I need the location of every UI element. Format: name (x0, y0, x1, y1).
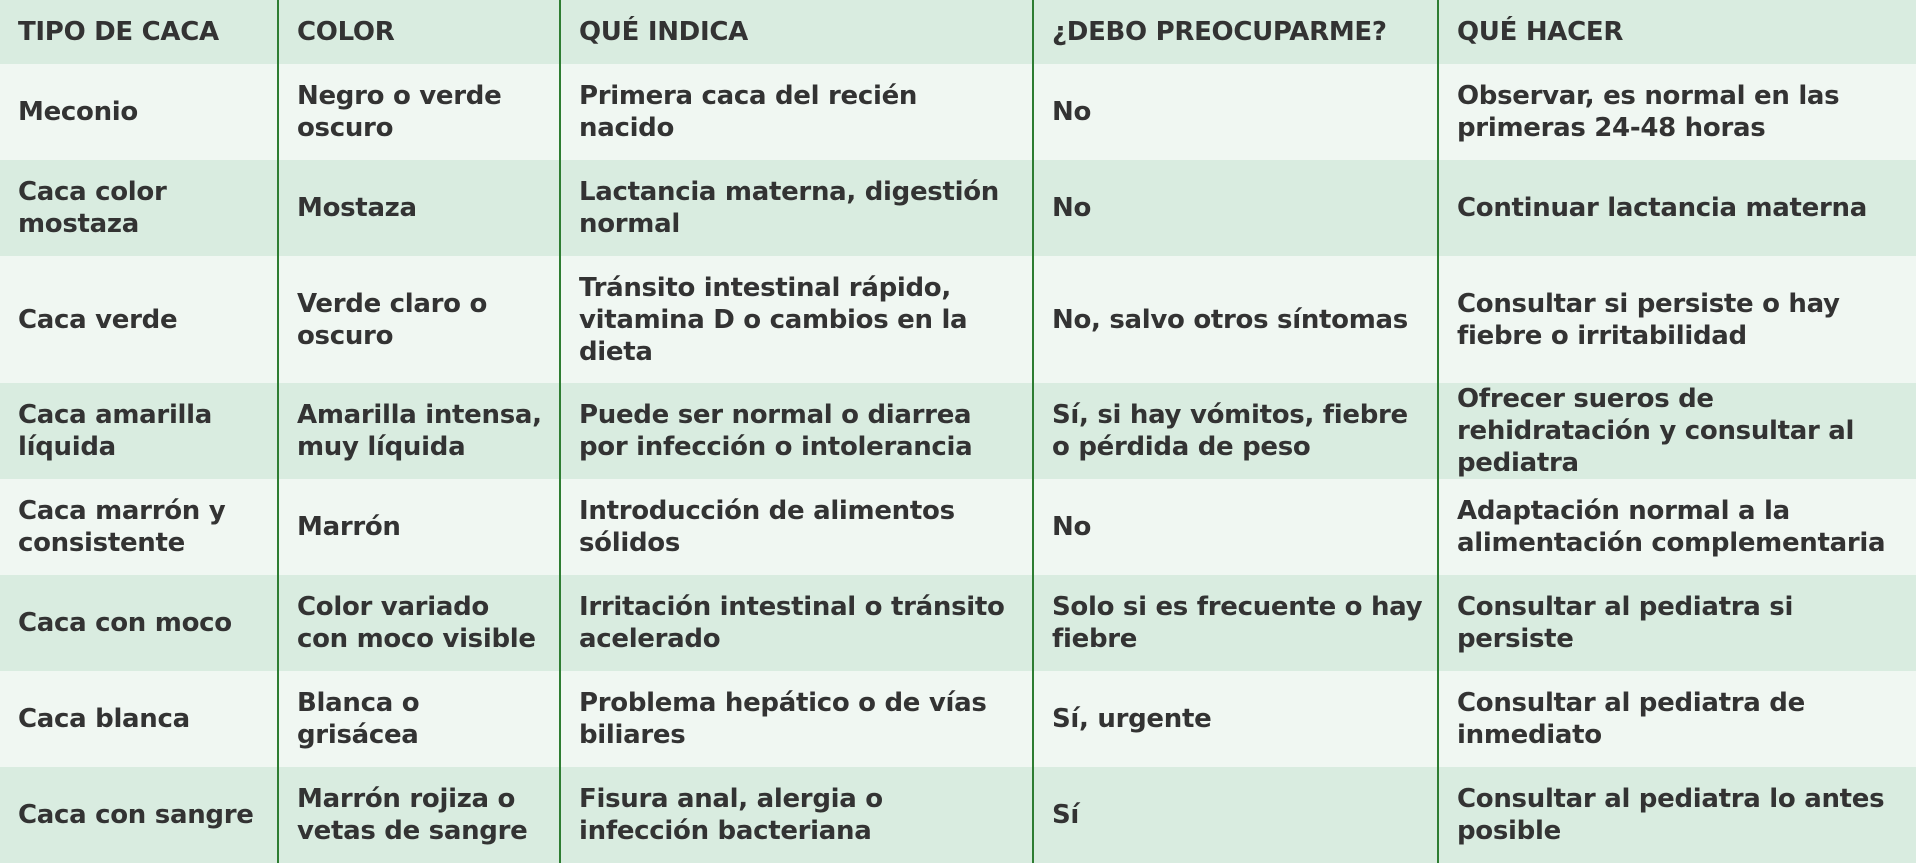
cell-preocuparme: Sí, urgente (1033, 671, 1438, 767)
header-row (0, 0, 1916, 64)
cell-color: Negro o verde oscuro (278, 64, 560, 160)
table-row (0, 383, 1916, 479)
table-row (0, 671, 1916, 767)
cell-tipo: Caca amarilla líquida (18, 400, 213, 462)
header-preocuparme: ¿DEBO PREOCUPARME? (1033, 0, 1438, 64)
header-que-indica: QUÉ INDICA (560, 0, 1033, 64)
cell-color: Marrón rojiza o vetas de sangre (278, 767, 560, 863)
cell-que-hacer: Consultar al pediatra de inmediato (1438, 671, 1916, 767)
cell-tipo: Caca blanca (18, 704, 190, 734)
table-row (0, 479, 1916, 575)
table-row (0, 575, 1916, 671)
cell-color: Blanca o grisácea (278, 671, 560, 767)
table-row (0, 64, 1916, 160)
table-row (0, 256, 1916, 383)
cell-que-indica: Problema hepático o de vías biliares (560, 671, 1033, 767)
cell-que-hacer: Consultar si persiste o hay fiebre o irritabilidad (1438, 256, 1916, 383)
cell-que-hacer: Ofrecer sueros de rehidratación y consultar al pediatra (1438, 383, 1916, 479)
table-header (0, 0, 1916, 64)
table-row (0, 767, 1916, 863)
header-tipo: TIPO DE CACA (18, 17, 219, 47)
header-color: COLOR (278, 0, 560, 64)
cell-que-indica: Introducción de alimentos sólidos (560, 479, 1033, 575)
cell-que-indica: Lactancia materna, digestión normal (560, 160, 1033, 256)
cell-que-indica: Primera caca del recién nacido (560, 64, 1033, 160)
cell-tipo: Caca marrón y consistente (18, 496, 226, 558)
cell-color: Marrón (278, 479, 560, 575)
header-que-hacer: QUÉ HACER (1438, 0, 1916, 64)
cell-preocuparme: No, salvo otros síntomas (1033, 256, 1438, 383)
cell-que-hacer: Continuar lactancia materna (1438, 160, 1916, 256)
cell-tipo: Caca con sangre (18, 800, 254, 830)
cell-que-hacer: Adaptación normal a la alimentación complementaria (1438, 479, 1916, 575)
cell-preocuparme: Solo si es frecuente o hay fiebre (1033, 575, 1438, 671)
cell-tipo: Caca con moco (18, 608, 232, 638)
table-body (0, 64, 1916, 863)
cell-que-indica: Irritación intestinal o tránsito acelerado (560, 575, 1033, 671)
cell-que-indica: Tránsito intestinal rápido, vitamina D o cambios en la dieta (560, 256, 1033, 383)
cell-color: Mostaza (278, 160, 560, 256)
cell-que-indica: Fisura anal, alergia o infección bacteriana (560, 767, 1033, 863)
cell-tipo: Caca color mostaza (18, 177, 167, 239)
cell-preocuparme: No (1033, 160, 1438, 256)
cell-tipo: Caca verde (18, 304, 178, 335)
cell-que-hacer: Consultar al pediatra lo antes posible (1438, 767, 1916, 863)
cell-preocuparme: No (1033, 64, 1438, 160)
cell-que-indica: Puede ser normal o diarrea por infección o intolerancia (560, 383, 1033, 479)
cell-preocuparme: Sí (1033, 767, 1438, 863)
cell-color: Color variado con moco visible (278, 575, 560, 671)
cell-color: Amarilla intensa, muy líquida (278, 383, 560, 479)
cell-que-hacer: Observar, es normal en las primeras 24-48 horas (1438, 64, 1916, 160)
cell-preocuparme: Sí, si hay vómitos, fiebre o pérdida de peso (1033, 383, 1438, 479)
cell-color: Verde claro o oscuro (278, 256, 560, 383)
table-row (0, 160, 1916, 256)
cell-tipo: Meconio (18, 97, 138, 127)
cell-preocuparme: No (1033, 479, 1438, 575)
cell-que-hacer: Consultar al pediatra si persiste (1438, 575, 1916, 671)
